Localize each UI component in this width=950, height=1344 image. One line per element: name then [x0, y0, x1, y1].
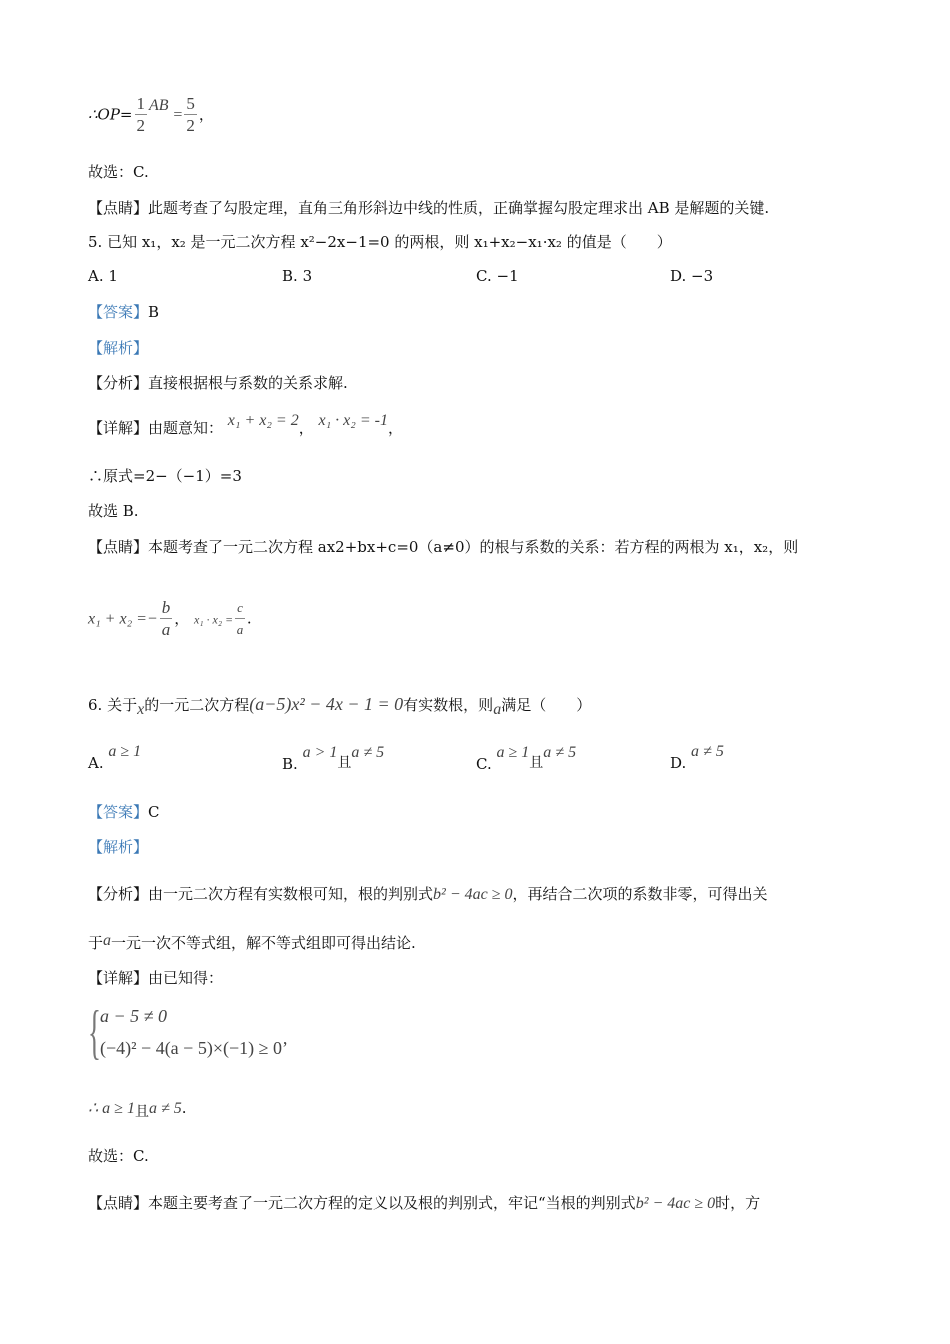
q5-answer: 【答案】B	[88, 303, 160, 321]
q6-option-b: B. a > 1且a ≠ 5	[282, 744, 385, 773]
q5-result: ∴原式=2−（−1）=3	[88, 467, 242, 485]
q6-equation: (a−5)x² − 4x − 1 = 0	[249, 694, 404, 714]
q6-comment: 【点睛】本题主要考查了一元二次方程的定义以及根的判别式，牢记“当根的判别式b² − 4ac ≥ 0时，方	[88, 1194, 761, 1212]
q6-stem: 6. 关于x的一元二次方程(a−5)x² − 4x − 1 = 0有实数根，则a满足（ ）	[88, 694, 592, 718]
vieta-formulas: x₁ + x₂ =− $\frac{b}{a}$ ， x₁ · x₂ = $\frac{c}{a}$ .	[88, 598, 252, 639]
q6-fenxi-cont: 于a一元一次不等式组，解不等式组即可得出结论.	[88, 932, 416, 952]
fraction-half: $\frac{1}{2}$	[136, 94, 146, 135]
q6-option-a: A. a ≥ 1	[88, 743, 142, 772]
prod-formula: x₁ · x₂ = -1	[318, 412, 388, 429]
q5-stem: 5. 已知 x₁，x₂ 是一元二次方程 x²−2x−1=0 的两根，则 x₁+x₂−x₁·x₂ 的值是（ ）	[88, 233, 672, 251]
q5-xiangjie: 【详解】由题意知： x₁ + x₂ = 2， x₁ · x₂ = -1，	[88, 412, 403, 437]
q6-xiangjie: 【详解】由已知得：	[88, 969, 224, 987]
op-equation: ∴OP= $\frac{1}{2}$ AB = $\frac{5}{2}$ ，	[88, 94, 214, 135]
q5-option-b: B. 3	[282, 267, 313, 285]
q6-option-c: C. a ≥ 1且a ≠ 5	[476, 744, 577, 773]
q5-fenxi: 【分析】直接根据根与系数的关系求解.	[88, 374, 348, 392]
q6-option-d: D. a ≠ 5	[670, 743, 724, 772]
sum-formula: x₁ + x₂ = 2	[227, 412, 299, 429]
q5-option-d: D. −3	[670, 267, 714, 285]
q5-comment: 【点睛】本题考查了一元二次方程 ax2+bx+c=0（a≠0）的根与系数的关系：若方程的两根为 x₁，x₂，则	[88, 538, 799, 556]
system-line-2: (−4)² − 4(a − 5)×(−1) ≥ 0’	[100, 1038, 288, 1058]
q6-answer: 【答案】C	[88, 803, 160, 821]
fraction-b-over-a: $\frac{b}{a}$	[161, 598, 171, 639]
q5-analysis-tag: 【解析】	[88, 339, 149, 357]
q6-analysis-tag: 【解析】	[88, 838, 149, 856]
ab-symbol: AB	[149, 96, 169, 114]
choice-line: 故选：C.	[88, 163, 149, 181]
comment-line: 【点睛】此题考查了勾股定理，直角三角形斜边中线的性质，正确掌握勾股定理求出 AB 是解题的关键.	[88, 199, 770, 217]
fraction-five-halves: $\frac{5}{2}$	[186, 94, 195, 135]
op-prefix: ∴OP=	[88, 105, 133, 124]
q5-choice: 故选 B.	[88, 502, 139, 520]
q6-choice: 故选：C.	[88, 1147, 149, 1165]
system-line-1: a − 5 ≠ 0	[100, 1006, 168, 1026]
left-brace-icon: {	[88, 999, 101, 1065]
fraction-c-over-a: $\frac{c}{a}$	[236, 600, 244, 637]
q5-option-a: A. 1	[88, 267, 118, 285]
q6-fenxi: 【分析】由一元二次方程有实数根可知，根的判别式b² − 4ac ≥ 0，再结合二次项的系数非零，可得出关	[88, 885, 768, 903]
q5-option-c: C. −1	[476, 267, 519, 285]
q6-result: ∴ a ≥ 1且a ≠ 5.	[88, 1099, 187, 1120]
